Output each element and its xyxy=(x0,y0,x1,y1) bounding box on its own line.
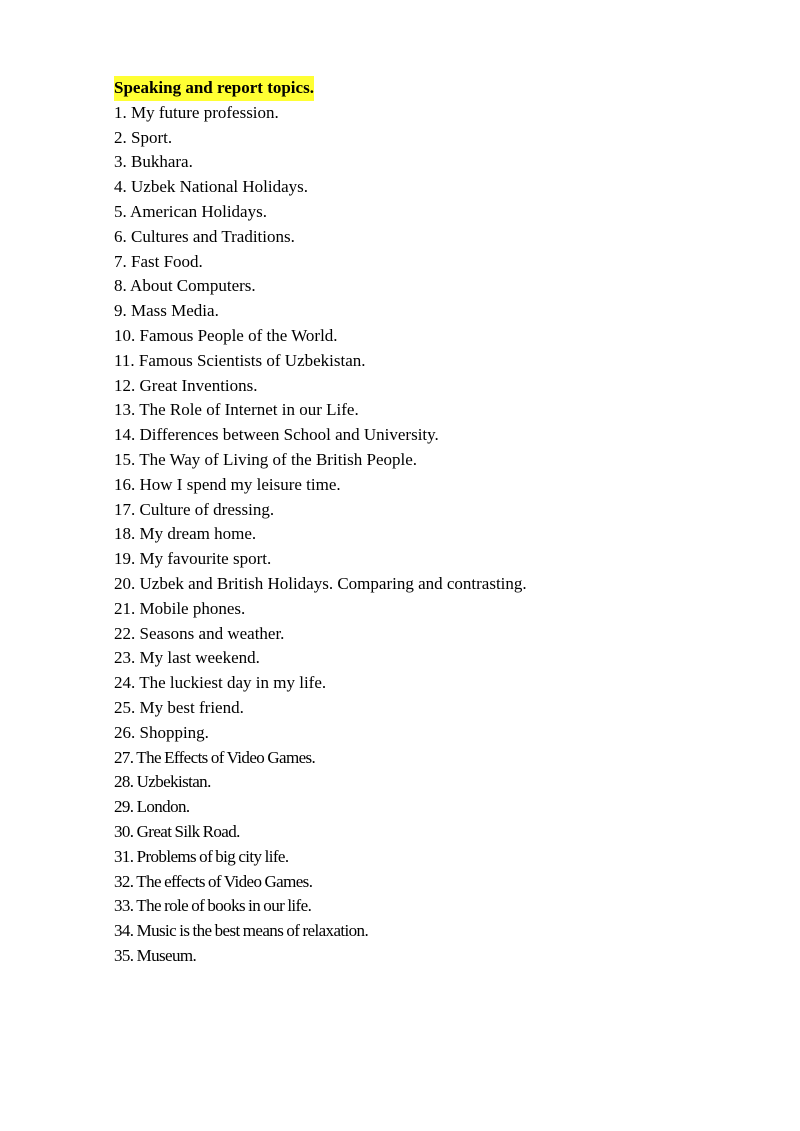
topic-item: 27. The Effects of Video Games. xyxy=(114,747,316,767)
topic-item: 13. The Role of Internet in our Life. xyxy=(114,400,359,420)
topic-item: 16. How I spend my leisure time. xyxy=(114,474,341,494)
topic-item: 7. Fast Food. xyxy=(114,251,203,271)
topic-item: 4. Uzbek National Holidays. xyxy=(114,177,309,197)
topic-item: 25. My best friend. xyxy=(114,697,244,717)
topic-item: 15. The Way of Living of the British People. xyxy=(114,449,418,469)
topic-item: 2. Sport. xyxy=(114,127,173,147)
topic-item: 10. Famous People of the World. xyxy=(114,325,338,345)
heading-line xyxy=(114,76,754,101)
topic-item: 21. Mobile phones. xyxy=(114,598,246,618)
document-heading: Speaking and report topics. xyxy=(114,76,314,101)
topic-item: 5. American Holidays. xyxy=(114,201,267,221)
topic-item: 17. Culture of dressing. xyxy=(114,499,275,519)
topic-item: 23. My last weekend. xyxy=(114,648,260,668)
topic-item: 9. Mass Media. xyxy=(114,301,219,321)
topic-item: 8. About Computers. xyxy=(114,276,256,296)
topic-item: 33. The role of books in our life. xyxy=(114,896,312,916)
topic-item: 18. My dream home. xyxy=(114,524,257,544)
topic-item: 20. Uzbek and British Holidays. Comparing and contrasting. xyxy=(114,573,527,593)
topic-item: 12. Great Inventions. xyxy=(114,375,258,395)
topic-item: 29. London. xyxy=(114,797,190,817)
topic-item: 24. The luckiest day in my life. xyxy=(114,673,327,693)
document-body xyxy=(114,76,754,969)
topic-item: 28. Uzbekistan. xyxy=(114,772,211,792)
topic-item: 1. My future profession. xyxy=(114,102,279,122)
topic-item: 35. Museum. xyxy=(114,945,197,965)
topic-item: 31. Problems of big city life. xyxy=(114,846,289,866)
topic-item: 3. Bukhara. xyxy=(114,152,193,172)
topic-item: 14. Differences between School and University. xyxy=(114,425,439,445)
topic-item: 32. The effects of Video Games. xyxy=(114,871,313,891)
topic-item: 26. Shopping. xyxy=(114,722,209,742)
topic-item: 30. Great Silk Road. xyxy=(114,821,240,841)
topic-item: 34. Music is the best means of relaxation. xyxy=(114,921,369,941)
topic-item: 6. Cultures and Traditions. xyxy=(114,226,295,246)
topic-item: 22. Seasons and weather. xyxy=(114,623,285,643)
topic-item: 19. My favourite sport. xyxy=(114,549,272,569)
topic-item: 11. Famous Scientists of Uzbekistan. xyxy=(114,350,366,370)
topic-list xyxy=(114,101,754,969)
